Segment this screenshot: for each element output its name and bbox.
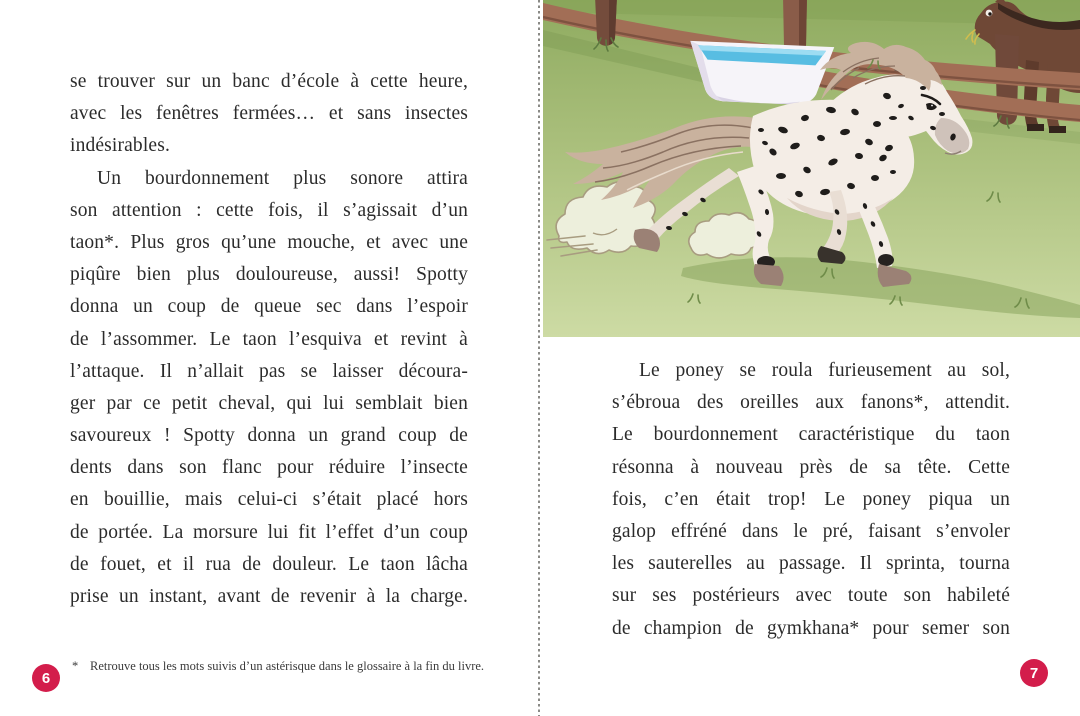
left-page-text bbox=[70, 66, 468, 613]
pony-eye-glint bbox=[931, 105, 933, 107]
text-line: les sauterelles au passage. Il sprinta, tourna bbox=[612, 553, 1010, 575]
text-line: s’ébroua des oreilles aux fanons*, attendit. bbox=[612, 392, 1010, 414]
text-line: avec les fenêtres fermées… et sans insectes bbox=[70, 103, 468, 125]
text-line: sur ses postérieurs avec toute son habileté bbox=[612, 585, 1010, 607]
text-line: savoureux ! Spotty donna un grand coup de bbox=[70, 425, 468, 447]
brown-horse-hoof bbox=[1049, 126, 1066, 133]
text-line: de portée. La morsure lui fit l’effet d’un coup bbox=[70, 521, 468, 543]
text-line: galop effréné dans le pré, faisant s’envoler bbox=[612, 520, 1010, 542]
text-line: Le bourdonnement caractéristique du taon bbox=[612, 424, 1010, 446]
footnote bbox=[72, 659, 512, 674]
text-line: prise un instant, avant de revenir à la charge. bbox=[70, 586, 468, 607]
text-line: donna un coup de queue sec dans l’espoir bbox=[70, 296, 468, 318]
text-line: en bouillie, mais celui-ci s’était placé hors bbox=[70, 489, 468, 511]
text-line: fois, c’en était trop! Le poney piqua un bbox=[612, 488, 1010, 510]
pasture-illustration bbox=[543, 0, 1080, 337]
text-line: Le poney se roula furieusement au sol, bbox=[639, 360, 1010, 381]
page-number-badge-left: 6 bbox=[32, 664, 60, 692]
text-line: dents dans son flanc pour réduire l’insecte bbox=[70, 457, 468, 479]
text-line: son attention : cette fois, il s’agissait d’un bbox=[70, 199, 468, 221]
text-line: Un bourdonnement plus sonore attira bbox=[97, 167, 468, 189]
text-line: ger par ce petit cheval, qui lui semblait bien bbox=[70, 392, 468, 414]
footnote-asterisk: * bbox=[72, 659, 79, 673]
text-line: de l’assommer. Le taon l’esquiva et revint à bbox=[70, 328, 468, 350]
brown-horse-pupil bbox=[988, 12, 991, 15]
text-line: se trouver sur un banc d’école à cette heure, bbox=[70, 71, 468, 92]
text-line: indésirables. bbox=[70, 135, 170, 157]
right-page-text bbox=[612, 355, 1010, 645]
pony-fetlock bbox=[878, 254, 894, 266]
page-fold-dashed-line bbox=[538, 0, 540, 716]
page-number-badge-right: 7 bbox=[1020, 659, 1048, 687]
footnote-text: Retrouve tous les mots suivis d’un astérisque dans le glossaire à la fin du livre. bbox=[90, 659, 485, 673]
brown-horse-hoof bbox=[1027, 124, 1044, 131]
text-line: de champion de gymkhana* pour semer son bbox=[612, 617, 1010, 639]
text-line: résonna à nouveau près de sa tête. Cette bbox=[612, 456, 1010, 478]
text-line: taon*. Plus gros qu’une mouche, et avec une bbox=[70, 231, 468, 253]
text-line: l’attaque. Il n’allait pas se laisser découra- bbox=[70, 360, 468, 382]
text-line: de fouet, et il rua de douleur. Le taon lâcha bbox=[70, 553, 468, 575]
text-line: piqûre bien plus douloureuse, aussi! Spotty bbox=[70, 264, 468, 286]
pasture-illustration-svg bbox=[543, 0, 1080, 337]
